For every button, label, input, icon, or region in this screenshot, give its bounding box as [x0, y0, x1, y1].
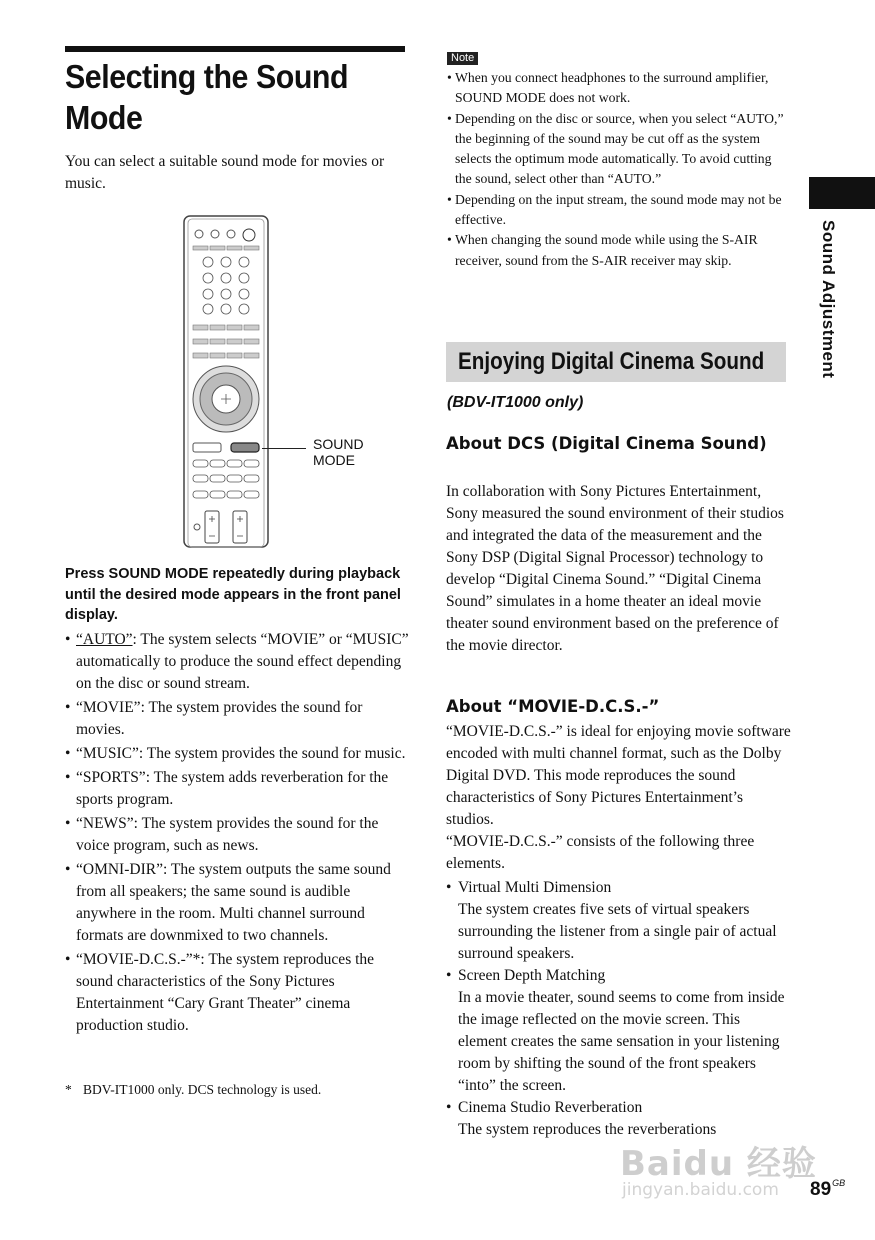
list-item: • When changing the sound mode while using the S-AIR receiver, sound from the S-AIR receiver may skip. [447, 230, 789, 271]
footnote: * BDV-IT1000 only. DCS technology is used. [65, 1082, 322, 1097]
list-item: • Cinema Studio Reverberation The system reproduces the reverberations [446, 1097, 791, 1141]
sound-mode-callout: SOUND MODE [313, 436, 364, 468]
sound-mode-list [65, 629, 410, 1039]
element-list [446, 877, 791, 1141]
remote-control-illustration [183, 215, 269, 548]
list-item: • “MUSIC”: The system provides the sound for music. [65, 743, 410, 765]
section-title: Enjoying Digital Cinema Sound [458, 348, 765, 375]
list-item: • Depending on the input stream, the sound mode may not be effective. [447, 190, 789, 231]
page-number: $89^{GB}$ [810, 1178, 846, 1200]
list-item: • Virtual Multi Dimension The system creates five sets of virtual speakers surrounding the listener from a single pair of actual surround speakers. [446, 877, 791, 965]
side-tab-label: Sound Adjustment [819, 220, 838, 379]
heading-rule [65, 46, 405, 52]
instruction-step: Press SOUND MODE repeatedly during playback until the desired mode appears in the front panel display. [65, 566, 401, 623]
list-item: • “MOVIE-D.C.S.-”*: The system reproduces the sound characteristics of the Sony Pictures Entertainment “Cary Grant Theater” cinema production studio. [65, 949, 410, 1037]
dcs-heading: About DCS (Digital Cinema Sound) [446, 434, 767, 453]
intro-paragraph: You can select a suitable sound mode for movies or music. [65, 153, 385, 192]
movie-dcs-heading: About “MOVIE-D.C.S.-” [446, 697, 660, 716]
list-item: • “AUTO”: The system selects “MOVIE” or “MUSIC” automatically to produce the sound effect depending on the disc or sound stream. [65, 629, 410, 695]
callout-line [262, 448, 306, 449]
list-item: • “NEWS”: The system provides the sound for the voice program, such as news. [65, 813, 410, 857]
side-tab-marker [809, 177, 875, 209]
watermark-logo: Baidu 经验 [620, 1144, 817, 1184]
page-title: Selecting the Sound Mode [65, 58, 349, 136]
note-label: Note [447, 52, 478, 65]
list-item: • “MOVIE”: The system provides the sound for movies. [65, 697, 410, 741]
list-item: • When you connect headphones to the surround amplifier, SOUND MODE does not work. [447, 68, 789, 109]
list-item: • “OMNI-DIR”: The system outputs the same sound from all speakers; the same sound is audible anywhere in the room. Multi channel surround formats are downmixed to two channels. [65, 859, 410, 947]
movie-dcs-paragraph: “MOVIE-D.C.S.-” is ideal for enjoying movie software encoded with multi channel format, such as the Dolby Digital DVD. This mode reproduces the sound characteristics of Sony Pictures Entertainment’s studios. “MOVIE-D.C.S.-” consists of the following three elements. [446, 723, 791, 872]
list-item: • Screen Depth Matching In a movie theater, sound seems to come from inside the image reflected on the movie screen. This element creates the same sensation in your listening room by shifting the sound of the front speakers “into” the screen. [446, 965, 791, 1097]
watermark-url: jingyan.baidu.com [622, 1180, 779, 1200]
note-list [447, 68, 789, 271]
model-note: (BDV-IT1000 only) [447, 394, 584, 411]
list-item: • “SPORTS”: The system adds reverberation for the sports program. [65, 767, 410, 811]
list-item: • Depending on the disc or source, when you select “AUTO,” the beginning of the sound may be cut off as the system selects the optimum mode automatically. To avoid cutting the sound, select other than “AUTO.” [447, 109, 789, 190]
dcs-paragraph: In collaboration with Sony Pictures Entertainment, Sony measured the sound environment of their studios and integrated the data of the measurement and the Sony DSP (Digital Signal Processor) technology to develop “Digital Cinema Sound.” “Digital Cinema Sound” simulates in a home theater an ideal movie theater sound environment based on the preference of the movie director. [446, 483, 784, 654]
